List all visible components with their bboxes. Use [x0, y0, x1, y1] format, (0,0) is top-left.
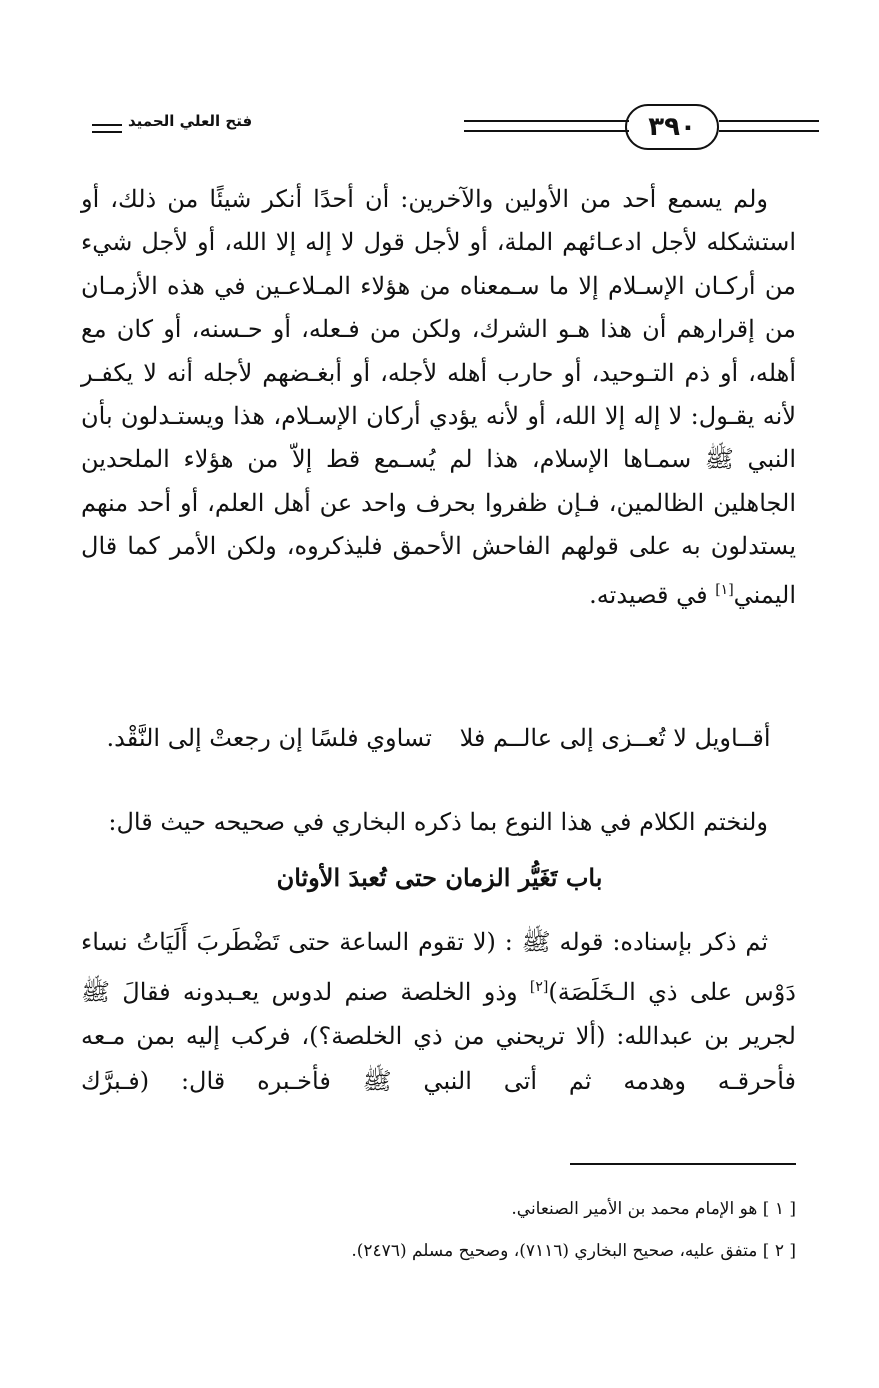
page-number: ٣٩٠: [625, 104, 719, 150]
book-title: فتح العلي الحميد: [128, 112, 253, 130]
header-rule-right: [719, 120, 819, 132]
paragraph-1-text: ولم يسمع أحد من الأولين والآخرين: أن أحدًا أنكر شيئًا من ذلك، أو استشكله لأجل ادعـائهم الملة، أو لأجل قول لا إله إلا الله، أو لأجل شيء من أركـان الإسـلام إلا ما سـمعناه من هؤلاء المـلاعـين في هذه الأزمـان من إقرارهم أن هذا هـو الشرك، ولكن من فـعله، أو حـسنه، أو كان مع أهله، أو ذم التـوحيد، أو حارب أهله لأجله، أو أبغـضهم لأجله أنه لا يكفـر لأنه يقـول: لا إله إلا الله، أو لأنه يؤدي أركان الإسـلام، هذا ويستـدلون بأن النبي ﷺ سمـاها الإسلام، هذا لم يُسـمع قط إلاّ من هؤلاء الملحدين الجاهلين الظالمين، فـإن ظفروا بحرف واحد عن أهل العلم، أو أحد منهم يستدلون به على قولهم الفاحش الأحمق فليذكروه، ولكن الأمر كما قال اليمني: [81, 185, 796, 609]
verse-first-half: أقــاويل لا تُعــزى إلى عالــم فلا: [459, 724, 771, 752]
page-header: [60, 98, 819, 158]
paragraph-3: [81, 920, 796, 1103]
paragraph-2: ولنختم الكلام في هذا النوع بما ذكره البخاري في صحيحه حيث قال:: [108, 808, 768, 836]
verse-second-half: تساوي فلسًا إن رجعتْ إلى النَّقْد.: [106, 724, 432, 752]
chapter-heading: باب تَغَيُّر الزمان حتى تُعبدَ الأوثان: [276, 863, 603, 892]
paragraph-1-end: في قصيدته.: [589, 580, 716, 609]
main-text: [81, 178, 796, 617]
paragraph-3-end: وذو الخلصة صنم لدوس يعـبدونه فقالَ ﷺ لجرير بن عبدالله: (ألا تريحني من ذي الخلصة؟)، فركب إليه بمن مـعه فأحرقـه وهدمه ثم أتى النبي ﷺ فأخـبره قال: (فـبرَّك: [81, 977, 796, 1095]
header-dash: [92, 124, 122, 133]
paragraph-1: [81, 178, 796, 617]
footnote-divider: [570, 1163, 796, 1165]
footnote-ref-2[interactable]: [٢]: [529, 978, 549, 995]
footnote-1: [ ١ ] هو الإمام محمد بن الأمير الصنعاني.: [511, 1199, 796, 1219]
poem-verse: [81, 716, 796, 760]
header-rule-middle: [464, 120, 629, 132]
footnotes: [81, 1188, 796, 1272]
paragraph-3-text: ثم ذكر بإسناده: قوله ﷺ : (لا تقوم الساعة حتى تَضْطَربَ أَلَيَاتُ نساء دَوْس على ذي الـخَلَصَة): [81, 928, 796, 1006]
footnote-2: [ ٢ ] متفق عليه، صحيح البخاري (٧١١٦)، وصحيح مسلم (٢٤٧٦).: [351, 1241, 796, 1261]
footnote-ref-1[interactable]: [١]: [715, 581, 734, 598]
